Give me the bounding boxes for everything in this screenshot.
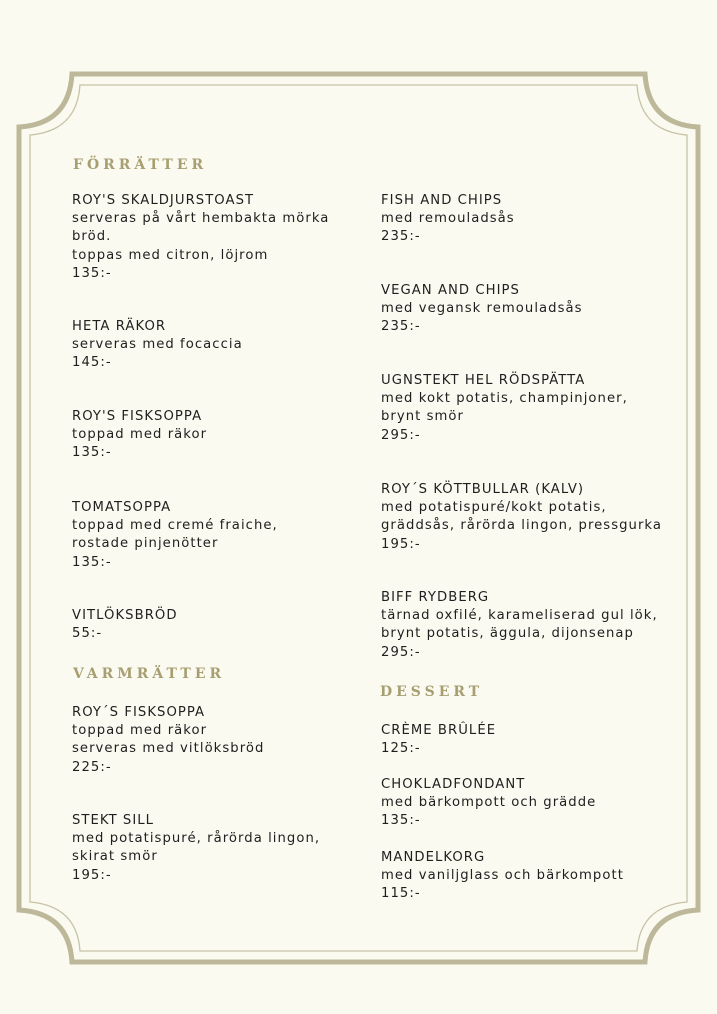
- item-desc: med potatispuré, rårörda lingon,: [72, 831, 321, 847]
- item-price: 115:-: [381, 886, 421, 902]
- menu-item: [381, 722, 681, 758]
- menu-item: [381, 589, 681, 662]
- item-desc: med vegansk remouladsås: [381, 301, 583, 317]
- item-name: CRÈME BRÛLÉE: [381, 723, 497, 738]
- item-price: 295:-: [381, 644, 421, 660]
- menu-item: [72, 704, 372, 777]
- item-name: ROY´S KÖTTBULLAR (KALV): [381, 482, 585, 497]
- menu-item: [72, 192, 372, 283]
- item-name: VEGAN AND CHIPS: [381, 283, 520, 298]
- item-price: 145:-: [72, 355, 112, 371]
- item-desc: serveras med vitlöksbröd: [72, 741, 265, 757]
- item-desc: med bärkompott och grädde: [381, 795, 597, 811]
- item-price: 235:-: [381, 319, 421, 335]
- menu-item: [72, 408, 372, 463]
- menu-item: [381, 192, 681, 247]
- item-price: 135:-: [72, 265, 112, 281]
- item-desc: med potatispuré/kokt potatis,: [381, 500, 607, 516]
- item-name: ROY'S FISKSOPPA: [72, 409, 203, 424]
- item-name: CHOKLADFONDANT: [381, 777, 526, 792]
- item-name: ROY'S SKALDJURSTOAST: [72, 193, 255, 208]
- item-name: ROY´S FISKSOPPA: [72, 705, 206, 720]
- section-title-forratter: FÖRRÄTTER: [73, 157, 208, 173]
- item-name: HETA RÄKOR: [72, 319, 167, 334]
- item-desc: med vaniljglass och bärkompott: [381, 868, 624, 884]
- item-desc: brynt smör: [381, 409, 465, 425]
- menu-item: [381, 372, 681, 445]
- menu-item: [72, 607, 372, 643]
- item-name: FISH AND CHIPS: [381, 193, 503, 208]
- section-title-dessert: DESSERT: [380, 684, 484, 700]
- menu-item: [72, 318, 372, 373]
- item-desc: med remouladsås: [381, 211, 515, 227]
- item-price: 225:-: [72, 759, 112, 775]
- item-desc: tärnad oxfilé, karameliserad gul lök,: [381, 608, 658, 624]
- item-price: 195:-: [72, 867, 112, 883]
- item-desc: skirat smör: [72, 849, 158, 865]
- item-desc: med kokt potatis, champinjoner,: [381, 391, 628, 407]
- item-desc: rostade pinjenötter: [72, 536, 219, 552]
- item-price: 55:-: [72, 626, 103, 642]
- menu-item: [381, 282, 681, 337]
- item-name: VITLÖKSBRÖD: [72, 608, 178, 623]
- item-desc: serveras på vårt hembakta mörka: [72, 211, 330, 227]
- menu-item: [72, 499, 372, 572]
- item-price: 135:-: [72, 445, 112, 461]
- item-name: UGNSTEKT HEL RÖDSPÄTTA: [381, 373, 586, 388]
- item-desc: gräddsås, rårörda lingon, pressgurka: [381, 518, 663, 534]
- item-price: 195:-: [381, 536, 421, 552]
- item-price: 135:-: [72, 554, 112, 570]
- item-desc: toppas med citron, löjrom: [72, 247, 269, 263]
- item-desc: toppad med räkor: [72, 427, 208, 443]
- item-price: 125:-: [381, 741, 421, 757]
- menu-item: [72, 812, 372, 885]
- item-name: STEKT SILL: [72, 813, 155, 828]
- section-title-varmratter: VARMRÄTTER: [73, 666, 226, 682]
- menu-item: [381, 481, 681, 554]
- item-price: 295:-: [381, 427, 421, 443]
- item-price: 235:-: [381, 229, 421, 245]
- item-desc: bröd.: [72, 229, 112, 245]
- item-name: TOMATSOPPA: [72, 500, 172, 515]
- item-desc: serveras med focaccia: [72, 337, 243, 353]
- item-desc: toppad med räkor: [72, 723, 208, 739]
- menu-item: [381, 776, 681, 831]
- item-desc: brynt potatis, äggula, dijonsenap: [381, 626, 634, 642]
- item-price: 135:-: [381, 813, 421, 829]
- item-name: BIFF RYDBERG: [381, 590, 490, 605]
- item-desc: toppad med cremé fraiche,: [72, 518, 278, 534]
- menu-item: [381, 849, 681, 904]
- item-name: MANDELKORG: [381, 850, 486, 865]
